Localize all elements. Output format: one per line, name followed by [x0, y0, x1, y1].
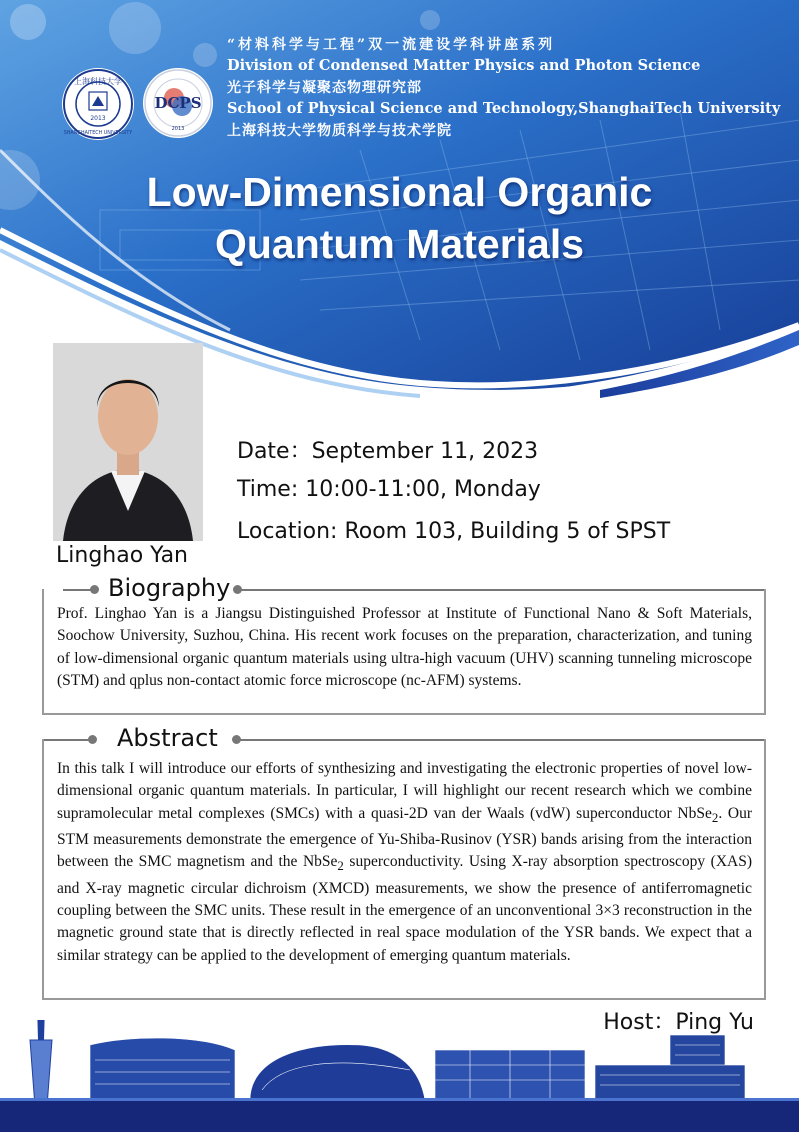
svg-text:SHANGHAITECH UNIVERSITY: SHANGHAITECH UNIVERSITY [63, 131, 133, 136]
svg-text:DCPS: DCPS [154, 94, 202, 112]
biography-text: Prof. Linghao Yan is a Jiangsu Distinguished Professor at Institute of Functional Nano & Soft Materials, Soochow University, Suzhou, China. His recent work focuses on the preparation, characterization, and tuning of low-dimensional organic quantum materials using ultra-high vacuum (UHV) scanning tunneling microscope (STM) and qplus non-contact atomic force microscope (nc-AFM) systems. [57, 605, 752, 689]
svg-text:2013: 2013 [90, 115, 106, 122]
biography-heading: Biography [108, 574, 231, 602]
event-date: Date：September 11, 2023 [237, 439, 539, 464]
school-cn: 上海科技大学物质科学与技术学院 [227, 123, 452, 139]
title-line-1: Low-Dimensional Organic [146, 169, 653, 215]
event-location: Location: Room 103, Building 5 of SPST [237, 519, 671, 544]
school-en: School of Physical Science and Technology,ShanghaiTech University [227, 100, 781, 117]
page-title [0, 166, 799, 270]
abstract-heading: Abstract [117, 724, 218, 752]
division-en: Division of Condensed Matter Physics and Photon Science [227, 57, 701, 74]
footer-skyline [0, 1020, 799, 1132]
abstract-text: In this talk I will introduce our efforts of synthesizing and investigating the electronic properties of novel low-dimensional organic quantum materials. In particular, I will highlight our recent research which we combine supramolecular metal complexes (SMCs) with a quasi-2D van der Waals (vdW) superconductor NbSe$_2$. Our STM measurements demonstrate the emergence of Yu-Shiba-Rusinov (YSR) bands arising from the interaction between the SMC magnetism and the NbSe$_2$ superconductivity. Using X-ray absorption spectroscopy (XAS) and X-ray magnetic circular dichroism (XMCD) measurements, we show the presence of antiferromagnetic coupling between the SMC units. These result in the emergence of an unconventional 3×3 reconstruction in the magnetic ground state that is directly reflected in real space modulation of the YSR bands. We expect that a similar strategy can be applied to the development of emerging quantum materials. [57, 760, 752, 964]
lecture-series: “材料科学与工程”双一流建设学科讲座系列 [227, 37, 556, 53]
event-time: Time: 10:00-11:00, Monday [237, 477, 541, 502]
speaker-name: Linghao Yan [56, 543, 188, 568]
svg-text:2013: 2013 [171, 126, 185, 132]
host-name: Host：Ping Yu [603, 1010, 754, 1035]
title-line-2: Quantum Materials [214, 221, 585, 267]
header-block [227, 34, 780, 140]
dcps-logo [143, 68, 213, 138]
svg-text:上海科技大学: 上海科技大学 [74, 77, 122, 86]
division-cn: 光子科学与凝聚态物理研究部 [227, 80, 422, 96]
speaker-photo [53, 343, 203, 541]
shanghaitech-logo [62, 68, 134, 140]
